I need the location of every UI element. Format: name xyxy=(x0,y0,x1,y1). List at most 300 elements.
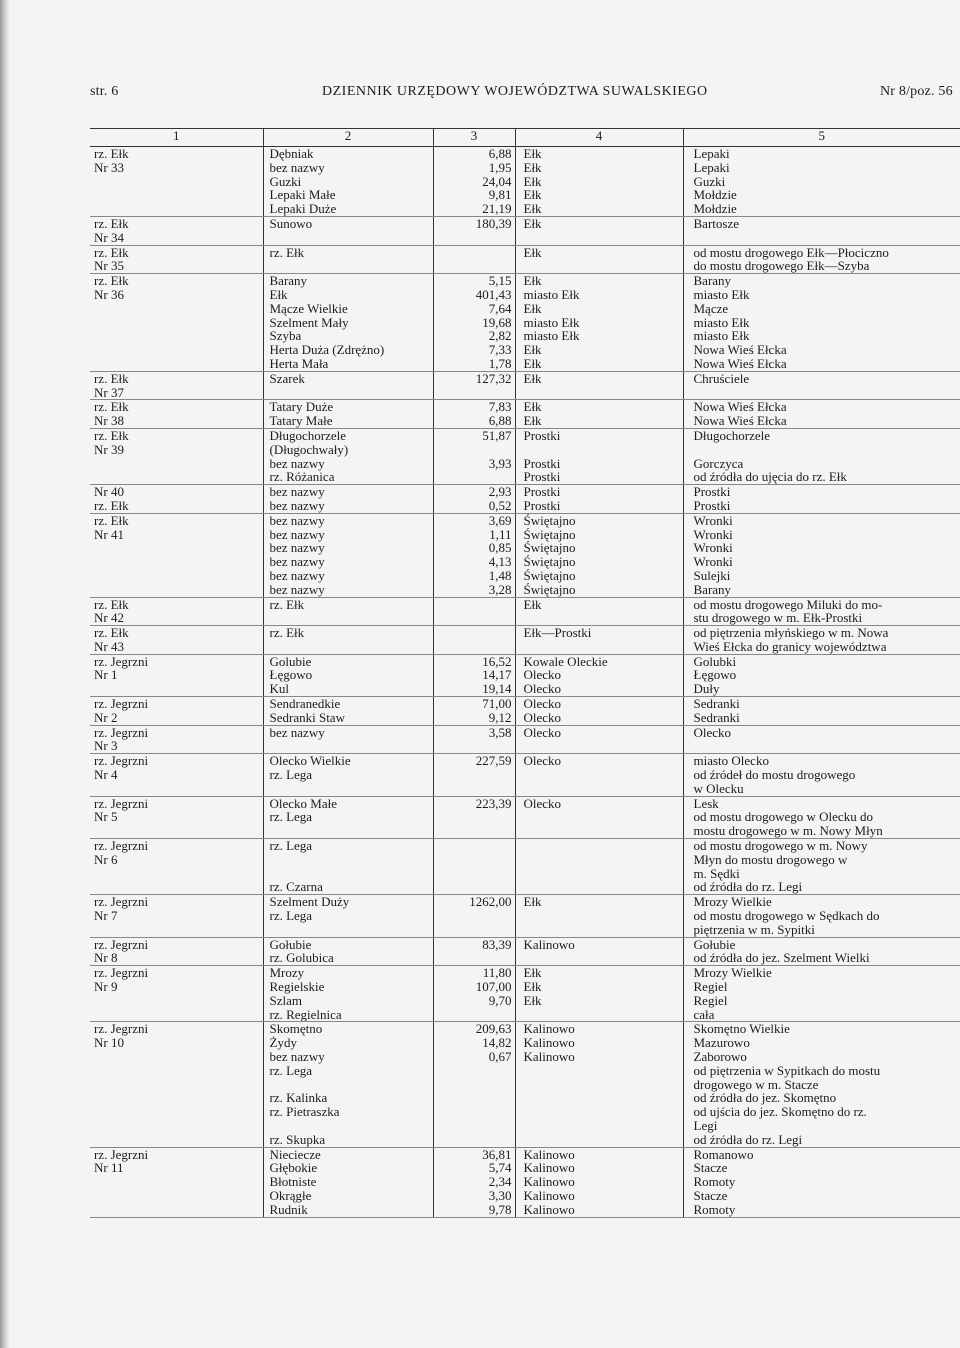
cell-line: Ełk xyxy=(523,146,542,161)
cell-line: od piętrzenia młyńskiego w m. Nowa xyxy=(693,625,889,641)
river-cell xyxy=(90,654,263,696)
table-body xyxy=(90,147,960,1218)
cell-line: Wronki xyxy=(693,554,733,570)
cell-line: od mostu drogowego Miluki do mo- xyxy=(693,597,883,612)
commune-cell xyxy=(515,839,683,895)
cell-line: Mołdzie xyxy=(693,187,737,203)
cell-line: Nr 40 xyxy=(94,484,124,500)
cell-line: Długochorzele xyxy=(269,428,347,443)
water-body-cell xyxy=(263,754,433,796)
cell-line: Nr 36 xyxy=(94,286,124,302)
cell-line: 9,70 xyxy=(488,992,512,1008)
cell-line: 9,81 xyxy=(488,187,512,203)
cell-line: od źródła do jez. Skomętno xyxy=(693,1090,837,1106)
area-cell xyxy=(433,147,515,217)
water-body-cell xyxy=(263,796,433,838)
cell-line: bez nazwy xyxy=(269,725,325,740)
commune-cell xyxy=(515,937,683,966)
cell-line: od mostu drogowego w m. Nowy xyxy=(693,838,868,854)
cell-line: 0,67 xyxy=(488,1049,512,1064)
cell-line: Kalinowo xyxy=(523,1021,575,1037)
cell-line: rz. Jegrzni xyxy=(94,753,149,769)
cell-line: Zaborowo xyxy=(693,1049,747,1064)
cell-line: Sulejki xyxy=(693,567,731,583)
cell-line: Ełk xyxy=(523,597,542,612)
cell-line: Regiel xyxy=(693,979,728,995)
cell-line: Stacze xyxy=(693,1187,728,1203)
cell-line: 83,39 xyxy=(482,937,512,952)
location-cell xyxy=(683,725,960,754)
cell-line: Prostki xyxy=(693,484,731,500)
location-cell xyxy=(683,400,960,429)
cell-line: bez nazwy xyxy=(269,484,325,500)
cell-line: Romanowo xyxy=(693,1147,754,1162)
cell-line: rz. Lega xyxy=(269,809,313,825)
cell-line: Chruściele xyxy=(693,371,750,386)
cell-line: rz. Jegrzni xyxy=(94,654,149,669)
table-row xyxy=(90,216,960,245)
cell-line: Ełk xyxy=(523,992,542,1008)
cell-line: Nr 35 xyxy=(94,258,124,274)
cell-line: 3,30 xyxy=(488,1187,512,1203)
commune-cell xyxy=(515,895,683,937)
cell-line: miasto Ełk xyxy=(693,286,750,302)
cell-line: 9,12 xyxy=(488,709,512,725)
cell-line: 19,14 xyxy=(482,681,512,697)
location-cell xyxy=(683,147,960,217)
table-row xyxy=(90,697,960,726)
area-cell xyxy=(433,513,515,597)
cell-line: 1262,00 xyxy=(469,894,512,910)
cell-line: Młyn do mostu drogowego w xyxy=(693,851,848,867)
cell-line: Guzki xyxy=(269,173,302,189)
cell-line: Prostki xyxy=(523,497,561,513)
cell-line: bez nazwy xyxy=(269,567,325,583)
cell-line: Nr 33 xyxy=(94,159,124,175)
cell-line: Okrągłe xyxy=(269,1187,312,1203)
water-body-cell xyxy=(263,1147,433,1217)
cell-line: 3,93 xyxy=(488,455,512,471)
cell-line: 14,82 xyxy=(482,1035,512,1051)
cell-line: 1,78 xyxy=(488,355,512,371)
cell-line: Ełk xyxy=(523,300,542,316)
cell-line: Legi xyxy=(693,1117,718,1133)
cell-line: miasto Ełk xyxy=(523,328,580,344)
cell-line: Ełk xyxy=(523,894,542,910)
cell-line: Olecko xyxy=(523,796,562,811)
cell-line: rz. Lega xyxy=(269,767,313,783)
cell-line: Sedranki xyxy=(693,709,740,725)
cell-line: Szyba xyxy=(269,328,302,344)
cell-line: od źródła do rz. Legi xyxy=(693,1131,803,1147)
cell-line: 6,88 xyxy=(488,146,512,161)
water-body-cell xyxy=(263,725,433,754)
cell-line xyxy=(270,853,433,867)
cell-line: Prostki xyxy=(523,455,561,471)
cell-line: Ełk xyxy=(269,286,288,302)
cell-line: Kalinowo xyxy=(523,1049,575,1064)
cell-line: miasto Ełk xyxy=(693,328,750,344)
cell-line: Nr 7 xyxy=(94,908,118,924)
cell-line: Szelment Duży xyxy=(269,894,350,910)
area-cell xyxy=(433,1147,515,1217)
cell-line: rz. Jegrzni xyxy=(94,838,149,854)
cell-line: rz. Golubica xyxy=(269,950,334,966)
cell-line: 0,85 xyxy=(488,540,512,556)
table-row xyxy=(90,597,960,626)
cell-line: Kalinowo xyxy=(523,1174,575,1190)
cell-line xyxy=(270,1119,433,1133)
cell-line: bez nazwy xyxy=(269,455,325,471)
cell-line: rz. Jegrzni xyxy=(94,1147,149,1162)
cell-line: Żydy xyxy=(269,1035,297,1051)
location-cell xyxy=(683,966,960,1022)
table-row xyxy=(90,626,960,655)
area-cell xyxy=(433,274,515,372)
water-body-cell xyxy=(263,626,433,655)
cell-line: miasto Ełk xyxy=(693,314,750,330)
cell-line: rz. Pietraszka xyxy=(269,1104,340,1120)
cell-line: Regiel xyxy=(693,992,728,1008)
water-body-cell xyxy=(263,966,433,1022)
area-cell xyxy=(433,754,515,796)
cell-line: Nr 3 xyxy=(94,738,118,754)
cell-line: Romoty xyxy=(693,1174,736,1190)
cell-line: miasto Ełk xyxy=(523,286,580,302)
column-header: 5 xyxy=(683,129,960,147)
cell-line: Olecko xyxy=(523,696,562,712)
cell-line: Sedranki xyxy=(693,696,740,712)
table-row xyxy=(90,485,960,514)
area-cell xyxy=(433,796,515,838)
table-row xyxy=(90,513,960,597)
cell-line: Herta Mała xyxy=(269,355,329,371)
area-cell xyxy=(433,597,515,626)
cell-line: rz. Ełk xyxy=(94,513,129,528)
commune-cell xyxy=(515,697,683,726)
cell-line: rz. Czarna xyxy=(269,879,323,895)
cell-line: rz. Jegrzni xyxy=(94,696,149,712)
cell-line: od mostu drogowego w Sędkach do xyxy=(693,908,880,924)
cell-line: 24,04 xyxy=(482,173,512,189)
cell-line: 209,63 xyxy=(475,1021,512,1037)
cell-line: Ełk xyxy=(523,173,542,189)
cell-line: bez nazwy xyxy=(269,526,325,542)
cell-line: rz. Jegrzni xyxy=(94,965,149,981)
cell-line: (Długochwały) xyxy=(269,441,349,457)
cell-line: rz. Ełk xyxy=(269,597,305,612)
river-cell xyxy=(90,754,263,796)
cell-line: Nowa Wieś Ełcka xyxy=(693,342,787,358)
cell-line: Nr 9 xyxy=(94,979,118,995)
cell-line xyxy=(524,443,683,457)
cell-line: Kalinowo xyxy=(523,1201,575,1217)
cell-line xyxy=(694,443,960,457)
cell-line: mostu drogowego w m. Nowy Młyn xyxy=(693,823,883,839)
cell-line: 11,80 xyxy=(482,965,512,981)
commune-cell xyxy=(515,966,683,1022)
cell-line: Kalinowo xyxy=(523,1035,575,1051)
cell-line: Nr 38 xyxy=(94,413,124,429)
river-cell xyxy=(90,697,263,726)
cell-line: od piętrzenia w Sypitkach do mostu xyxy=(693,1062,881,1078)
cell-line: Wronki xyxy=(693,540,733,556)
cell-line: Ełk xyxy=(523,201,542,217)
cell-line: 3,58 xyxy=(488,725,512,740)
cell-line: 16,52 xyxy=(482,654,512,669)
cell-line: Nr 41 xyxy=(94,526,124,542)
cell-line: bez nazwy xyxy=(269,497,325,513)
cell-line: Lepaki Duże xyxy=(269,201,337,217)
river-cell xyxy=(90,895,263,937)
cell-line: Gołubie xyxy=(693,937,736,952)
cell-line: Sendranedkie xyxy=(269,696,341,712)
cell-line: rz. Ełk xyxy=(269,625,305,641)
cell-line: Szarek xyxy=(269,371,305,386)
cell-line: Dębniak xyxy=(269,146,314,161)
cell-line: rz. Lega xyxy=(269,908,313,924)
cell-line: Mazurowo xyxy=(693,1035,750,1051)
cell-line: Ełk xyxy=(523,187,542,203)
cell-line: Wronki xyxy=(693,513,733,528)
cell-line xyxy=(270,867,433,881)
cell-line: Tatary Duże xyxy=(269,399,334,415)
location-cell xyxy=(683,485,960,514)
table-row xyxy=(90,754,960,796)
cell-line: Romoty xyxy=(693,1201,736,1217)
cell-line: rz. Ełk xyxy=(94,273,129,289)
river-cell xyxy=(90,725,263,754)
table-row xyxy=(90,274,960,372)
river-cell xyxy=(90,937,263,966)
cell-line: Świętajno xyxy=(523,540,576,556)
cell-line: rz. Lega xyxy=(269,838,313,854)
cell-line: Duły xyxy=(693,681,720,697)
cell-line: Gorczyca xyxy=(693,455,744,471)
cell-line: do mostu drogowego Ełk—Szyba xyxy=(693,258,870,274)
river-cell xyxy=(90,147,263,217)
area-cell xyxy=(433,895,515,937)
cell-line: 5,15 xyxy=(488,273,512,289)
water-body-cell xyxy=(263,513,433,597)
column-header: 1 xyxy=(90,129,263,147)
cell-line: Mołdzie xyxy=(693,201,737,217)
cell-line: Nr 39 xyxy=(94,441,124,457)
location-cell xyxy=(683,895,960,937)
cell-line: Olecko Wielkie xyxy=(269,753,351,769)
cell-line: rz. Ełk xyxy=(94,146,129,161)
cell-line: Szlam xyxy=(269,992,302,1008)
cell-line: Skomętno xyxy=(269,1021,323,1037)
cell-line: Ełk xyxy=(523,342,542,358)
cell-line: Nr 5 xyxy=(94,809,118,825)
table-row xyxy=(90,796,960,838)
area-cell xyxy=(433,937,515,966)
cell-line: Golubie xyxy=(269,654,312,669)
cell-line: od źródeł do mostu drogowego xyxy=(693,767,856,783)
river-cell xyxy=(90,485,263,514)
cell-line: 223,39 xyxy=(475,796,512,811)
cell-line: Tatary Małe xyxy=(269,413,333,429)
commune-cell xyxy=(515,725,683,754)
cell-line: 1,11 xyxy=(489,526,512,542)
table-row xyxy=(90,937,960,966)
cell-line: 7,33 xyxy=(488,342,512,358)
cell-line: piętrzenia w m. Sypitki xyxy=(693,921,815,937)
water-body-cell xyxy=(263,597,433,626)
cell-line: Olecko xyxy=(523,709,562,725)
cell-line: 1,95 xyxy=(488,159,512,175)
cell-line: Bartosze xyxy=(693,216,739,231)
cell-line: Sedranki Staw xyxy=(269,709,345,725)
commune-cell xyxy=(515,513,683,597)
cell-line: rz. Ełk xyxy=(94,245,129,260)
cell-line: Ełk xyxy=(523,273,542,289)
cell-line: Ełk xyxy=(523,245,542,260)
cell-line: rz. Lega xyxy=(269,1062,313,1078)
water-body-cell xyxy=(263,697,433,726)
cell-line: stu drogowego w m. Ełk-Prostki xyxy=(693,610,863,626)
cell-line: od mostu drogowego w Olecku do xyxy=(693,809,873,825)
commune-cell xyxy=(515,597,683,626)
river-cell xyxy=(90,626,263,655)
cell-line: 180,39 xyxy=(475,216,512,231)
table-row xyxy=(90,400,960,429)
location-cell xyxy=(683,1022,960,1147)
cell-line: Kul xyxy=(269,681,289,697)
location-cell xyxy=(683,274,960,372)
cell-line: od źródła do ujęcia do rz. Ełk xyxy=(693,469,847,485)
cell-line: Niecieczе xyxy=(269,1147,321,1162)
table-row xyxy=(90,839,960,895)
cell-line: rz. Ełk xyxy=(94,428,129,443)
scan-edge xyxy=(0,0,10,1348)
cell-line xyxy=(434,839,512,853)
cell-line: Nr 11 xyxy=(94,1160,124,1176)
cell-line: rz. Jegrzni xyxy=(94,937,149,952)
cell-line: Świętajno xyxy=(523,554,576,570)
table-row xyxy=(90,1022,960,1147)
location-cell xyxy=(683,1147,960,1217)
cell-line xyxy=(434,626,512,640)
cell-line: Ełk xyxy=(523,399,542,415)
cell-line: Nr 37 xyxy=(94,384,124,400)
commune-cell xyxy=(515,754,683,796)
journal-title: DZIENNIK URZĘDOWY WOJEWÓDZTWA SUWALSKIEGO xyxy=(322,84,708,99)
cell-line: miasto Ełk xyxy=(523,314,580,330)
cell-line: Nr 10 xyxy=(94,1035,124,1051)
table-row xyxy=(90,245,960,274)
cell-line: Łęgowo xyxy=(693,667,737,683)
table-row xyxy=(90,654,960,696)
cell-line: Nr 6 xyxy=(94,851,118,867)
cell-line: Kalinowo xyxy=(523,1160,575,1176)
river-cell xyxy=(90,513,263,597)
cell-line xyxy=(434,443,512,457)
area-cell xyxy=(433,485,515,514)
river-cell xyxy=(90,371,263,400)
cell-line: rz. Ełk xyxy=(94,216,129,231)
cell-line: 9,78 xyxy=(488,1201,512,1217)
cell-line: Prostki xyxy=(693,497,731,513)
water-body-cell xyxy=(263,216,433,245)
cell-line: Ełk xyxy=(523,965,542,981)
commune-cell xyxy=(515,371,683,400)
area-cell xyxy=(433,654,515,696)
cell-line: 127,32 xyxy=(475,371,512,386)
river-cell xyxy=(90,1147,263,1217)
cell-line: Sunowo xyxy=(269,216,313,231)
commune-cell xyxy=(515,400,683,429)
page-number: str. 6 xyxy=(90,84,119,99)
cell-line: 2,82 xyxy=(488,328,512,344)
water-body-cell xyxy=(263,400,433,429)
cell-line: 3,28 xyxy=(488,581,512,597)
water-body-cell xyxy=(263,839,433,895)
commune-cell xyxy=(515,1147,683,1217)
area-cell xyxy=(433,428,515,484)
location-cell xyxy=(683,597,960,626)
cell-line: rz. Ełk xyxy=(94,597,129,612)
cell-line: rz. Ełk xyxy=(94,399,129,415)
location-cell xyxy=(683,654,960,696)
water-body-cell xyxy=(263,428,433,484)
cell-line: od źródła do jez. Szelment Wielki xyxy=(693,950,870,966)
area-cell xyxy=(433,725,515,754)
cell-line: bez nazwy xyxy=(269,159,325,175)
cell-line: rz. Skupka xyxy=(269,1131,326,1147)
cell-line: bez nazwy xyxy=(269,554,325,570)
table-row xyxy=(90,428,960,484)
commune-cell xyxy=(515,1022,683,1147)
commune-cell xyxy=(515,216,683,245)
river-cell xyxy=(90,216,263,245)
cell-line: Lepaki xyxy=(693,159,730,175)
column-header: 2 xyxy=(263,129,433,147)
page-header xyxy=(90,84,960,104)
river-cell xyxy=(90,1022,263,1147)
cell-line xyxy=(434,598,512,612)
cell-line: Łęgowo xyxy=(269,667,313,683)
table-row xyxy=(90,1147,960,1217)
cell-line: Olecko xyxy=(523,667,562,683)
cell-line: rz. Ełk xyxy=(94,497,129,513)
cell-line: 7,83 xyxy=(488,399,512,415)
cell-line: Mącze Wielkie xyxy=(269,300,348,316)
cell-line: od mostu drogowego Ełk—Płociczno xyxy=(693,245,889,260)
cell-line: Kalinowo xyxy=(523,937,575,952)
cell-line: 4,13 xyxy=(488,554,512,570)
cell-line: Prostki xyxy=(523,469,561,485)
cell-line: 1,48 xyxy=(488,567,512,583)
cell-line: rz. Ełk xyxy=(94,371,129,386)
river-cell xyxy=(90,597,263,626)
cell-line: Olecko xyxy=(693,725,732,740)
area-cell xyxy=(433,216,515,245)
cell-line: Nowa Wieś Ełcka xyxy=(693,355,787,371)
cell-line: rz. Jegrzni xyxy=(94,796,149,811)
cell-line: Nr 34 xyxy=(94,229,124,245)
column-header-row xyxy=(90,129,960,147)
location-cell xyxy=(683,371,960,400)
cell-line: rz. Jegrzni xyxy=(94,894,149,910)
cell-line: Mrozy Wielkie xyxy=(693,894,772,910)
location-cell xyxy=(683,245,960,274)
area-cell xyxy=(433,400,515,429)
cell-line: Ełk xyxy=(523,159,542,175)
area-cell xyxy=(433,371,515,400)
area-cell xyxy=(433,839,515,895)
